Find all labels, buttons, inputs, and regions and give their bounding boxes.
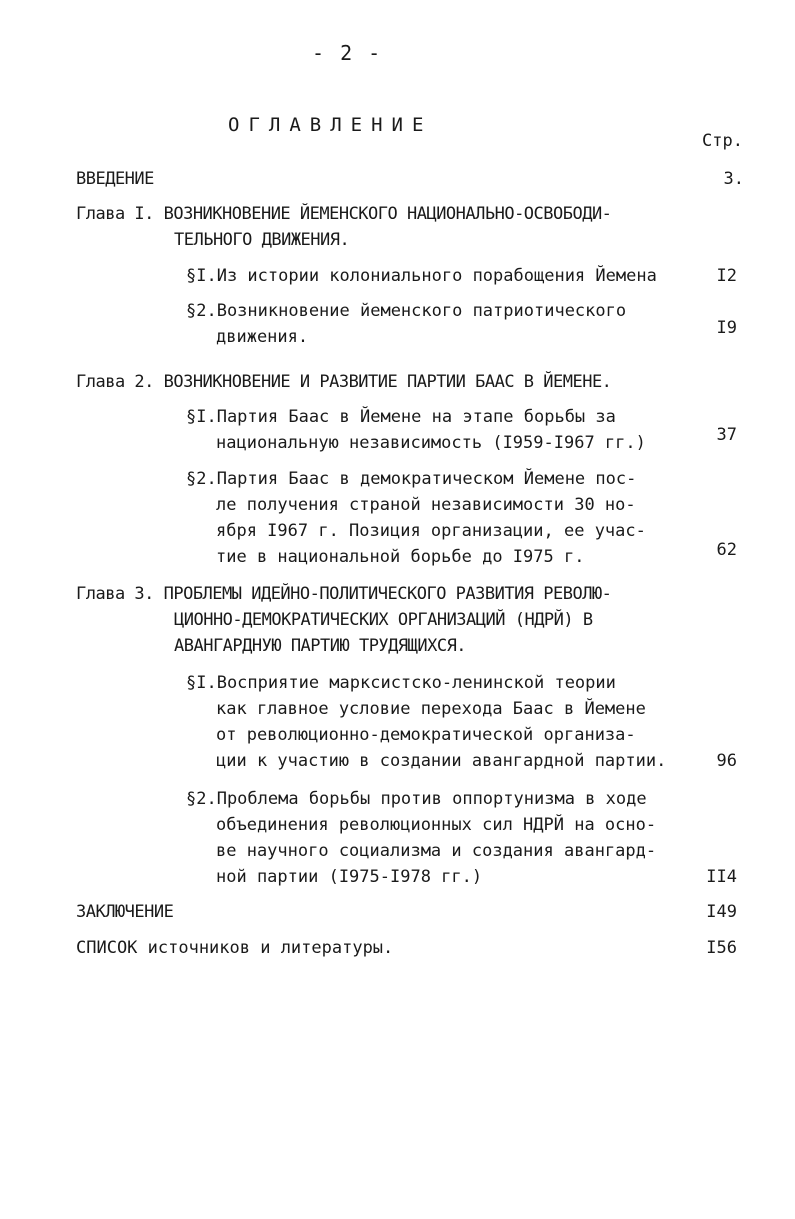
toc-entry-bibliography — [76, 935, 393, 961]
entry-title-line: АВАНГАРДНУЮ ПАРТИЮ ТРУДЯЩИХСЯ. — [174, 636, 467, 656]
entry-title-line: §2.Возникновение йеменского патриотического — [186, 301, 627, 321]
toc-entry-section-2-2 — [186, 466, 646, 570]
entry-page: I56 — [706, 938, 737, 958]
toc-entry-section-1-2 — [186, 298, 626, 350]
entry-title-line: ября I967 г. Позиция организации, ее учас- — [216, 521, 646, 541]
toc-entry-chapter-3 — [76, 581, 611, 659]
toc-entry-section-3-2 — [186, 786, 656, 890]
entry-title-line: §I.Из истории колониального порабощения Йемена — [186, 266, 657, 286]
entry-title: ВВЕДЕНИЕ — [76, 169, 154, 189]
entry-page: 37 — [716, 425, 737, 445]
entry-page: I9 — [716, 318, 737, 338]
toc-entry-conclusion — [76, 899, 173, 925]
entry-title-line: ве научного социализма и создания авангард- — [216, 841, 657, 861]
entry-title-line: ТЕЛЬНОГО ДВИЖЕНИЯ. — [174, 230, 350, 250]
entry-title-line: национальную независимость (I959-I967 гг.) — [216, 433, 646, 453]
entry-title-line: ле получения страной независимости 30 но- — [216, 495, 636, 515]
toc-entry-chapter-2 — [76, 369, 611, 395]
entry-title-line: объединения революционных сил НДРЙ на осно- — [216, 815, 657, 835]
entry-title-line: как главное условие перехода Баас в Йемене — [216, 699, 646, 719]
toc-entry-introduction — [76, 166, 154, 192]
entry-title-line: Глава 2. ВОЗНИКНОВЕНИЕ И РАЗВИТИЕ ПАРТИИ БААС В ЙЕМЕНЕ. — [76, 372, 612, 392]
entry-title-line: §2.Проблема борьбы против оппортунизма в ходе — [186, 789, 647, 809]
entry-title-line: ЦИОННО-ДЕМОКРАТИЧЕСКИХ ОРГАНИЗАЦИЙ (НДРЙ) В — [174, 610, 593, 630]
entry-title: ЗАКЛЮЧЕНИЕ — [76, 902, 174, 922]
entry-page: 3. — [723, 169, 744, 189]
entry-title-line: §2.Партия Баас в демократическом Йемене пос- — [186, 469, 637, 489]
entry-page: I49 — [706, 902, 737, 922]
toc-entry-chapter-1 — [76, 201, 611, 253]
entry-title-line: движения. — [216, 327, 309, 347]
entry-title-line: тие в национальной борьбе до I975 г. — [216, 547, 585, 567]
entry-title-line: §I.Восприятие марксистско-ленинской теории — [186, 673, 616, 693]
entry-title: СПИСОК источников и литературы. — [76, 938, 394, 958]
entry-page: 96 — [716, 751, 737, 771]
toc-entry-section-1-1 — [186, 263, 657, 289]
entry-title-line: ной партии (I975-I978 гг.) — [216, 867, 483, 887]
entry-page: 62 — [716, 540, 737, 560]
entry-title-line: от революционно-демократической организа- — [216, 725, 636, 745]
entry-page: II4 — [706, 867, 737, 887]
entry-title-line: ции к участию в создании авангардной партии. — [216, 751, 667, 771]
toc-entry-section-2-1 — [186, 404, 646, 456]
page-column-label: Стр. — [702, 131, 743, 151]
toc-heading: ОГЛАВЛЕНИЕ — [228, 114, 433, 136]
entry-title-line: Глава 3. ПРОБЛЕМЫ ИДЕЙНО-ПОЛИТИЧЕСКОГО РАЗВИТИЯ РЕВОЛЮ- — [76, 584, 612, 604]
entry-title-line: §I.Партия Баас в Йемене на этапе борьбы за — [186, 407, 616, 427]
page-number: - 2 - — [312, 41, 383, 65]
entry-title-line: Глава I. ВОЗНИКНОВЕНИЕ ЙЕМЕНСКОГО НАЦИОНАЛЬНО-ОСВОБОДИ- — [76, 204, 612, 224]
toc-entry-section-3-1 — [186, 670, 666, 774]
entry-page: I2 — [716, 266, 737, 286]
